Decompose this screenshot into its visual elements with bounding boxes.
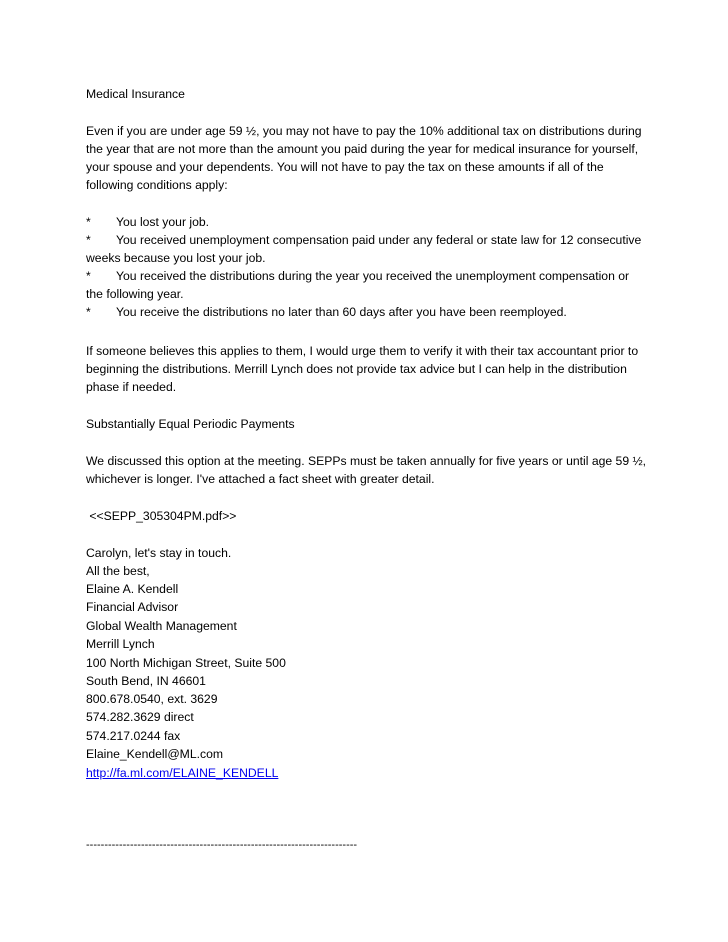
bullet-item-4 (86, 303, 567, 321)
signature-address-line2: South Bend, IN 46601 (86, 674, 206, 688)
heading-sepp: Substantially Equal Periodic Payments (86, 417, 295, 431)
signature-title: Financial Advisor (86, 600, 179, 614)
bullet-item-2-continued: weeks because you lost your job. (86, 251, 266, 265)
signature-department: Global Wealth Management (86, 619, 237, 633)
closing-salutation: All the best, (86, 564, 150, 578)
para2-line3: phase if needed. (86, 380, 177, 394)
heading-medical-insurance: Medical Insurance (86, 87, 185, 101)
para3-line1: We discussed this option at the meeting. SEPPs must be taken annually for five years or until age 59 ½, (86, 454, 647, 468)
signature-address-line1: 100 North Michigan Street, Suite 500 (86, 656, 286, 670)
para2-line1: If someone believes this applies to them, I would urge them to verify it with their tax accountant prior to (86, 344, 639, 358)
bullet-star: * (86, 215, 91, 229)
bullet-item-3-continued: the following year. (86, 287, 184, 301)
para2-line2: beginning the distributions. Merrill Lynch does not provide tax advice but I can help in the distribution (86, 362, 627, 376)
advisor-website-link[interactable]: http://fa.ml.com/ELAINE_KENDELL (86, 766, 279, 780)
bullet-text: You receive the distributions no later than 60 days after you have been reemployed. (116, 305, 567, 319)
divider-line: -------------------------------------------------------------------------- (86, 839, 358, 851)
bullet-text: You received the distributions during the year you received the unemployment compensation or (116, 269, 630, 283)
para3-line2: whichever is longer. I've attached a fact sheet with greater detail. (86, 472, 435, 486)
para1-line3: your spouse and your dependents. You will not have to pay the tax on these amounts if all of the (86, 160, 604, 174)
signature-url-link[interactable] (86, 764, 278, 782)
signature-direct-phone: 574.282.3629 direct (86, 710, 194, 724)
bullet-text: You lost your job. (116, 215, 210, 229)
bullet-item-1 (86, 213, 209, 231)
para1-line4: following conditions apply: (86, 178, 228, 192)
bullet-item-2 (86, 231, 641, 249)
bullet-star: * (86, 233, 91, 247)
para1-line1: Even if you are under age 59 ½, you may not have to pay the 10% additional tax on distributions during (86, 124, 642, 138)
signature-name: Elaine A. Kendell (86, 582, 179, 596)
signature-email: Elaine_Kendell@ML.com (86, 747, 224, 761)
signature-phone: 800.678.0540, ext. 3629 (86, 692, 218, 706)
bullet-text: You received unemployment compensation paid under any federal or state law for 12 consecutive (116, 233, 642, 247)
para1-line2: the year that are not more than the amount you paid during the year for medical insurance for yourself, (86, 142, 639, 156)
bullet-star: * (86, 305, 91, 319)
closing-line: Carolyn, let's stay in touch. (86, 546, 232, 560)
signature-fax: 574.217.0244 fax (86, 729, 181, 743)
attachment-reference[interactable]: <<SEPP_305304PM.pdf>> (86, 509, 237, 523)
signature-company: Merrill Lynch (86, 637, 155, 651)
bullet-item-3 (86, 267, 629, 285)
bullet-star: * (86, 269, 91, 283)
